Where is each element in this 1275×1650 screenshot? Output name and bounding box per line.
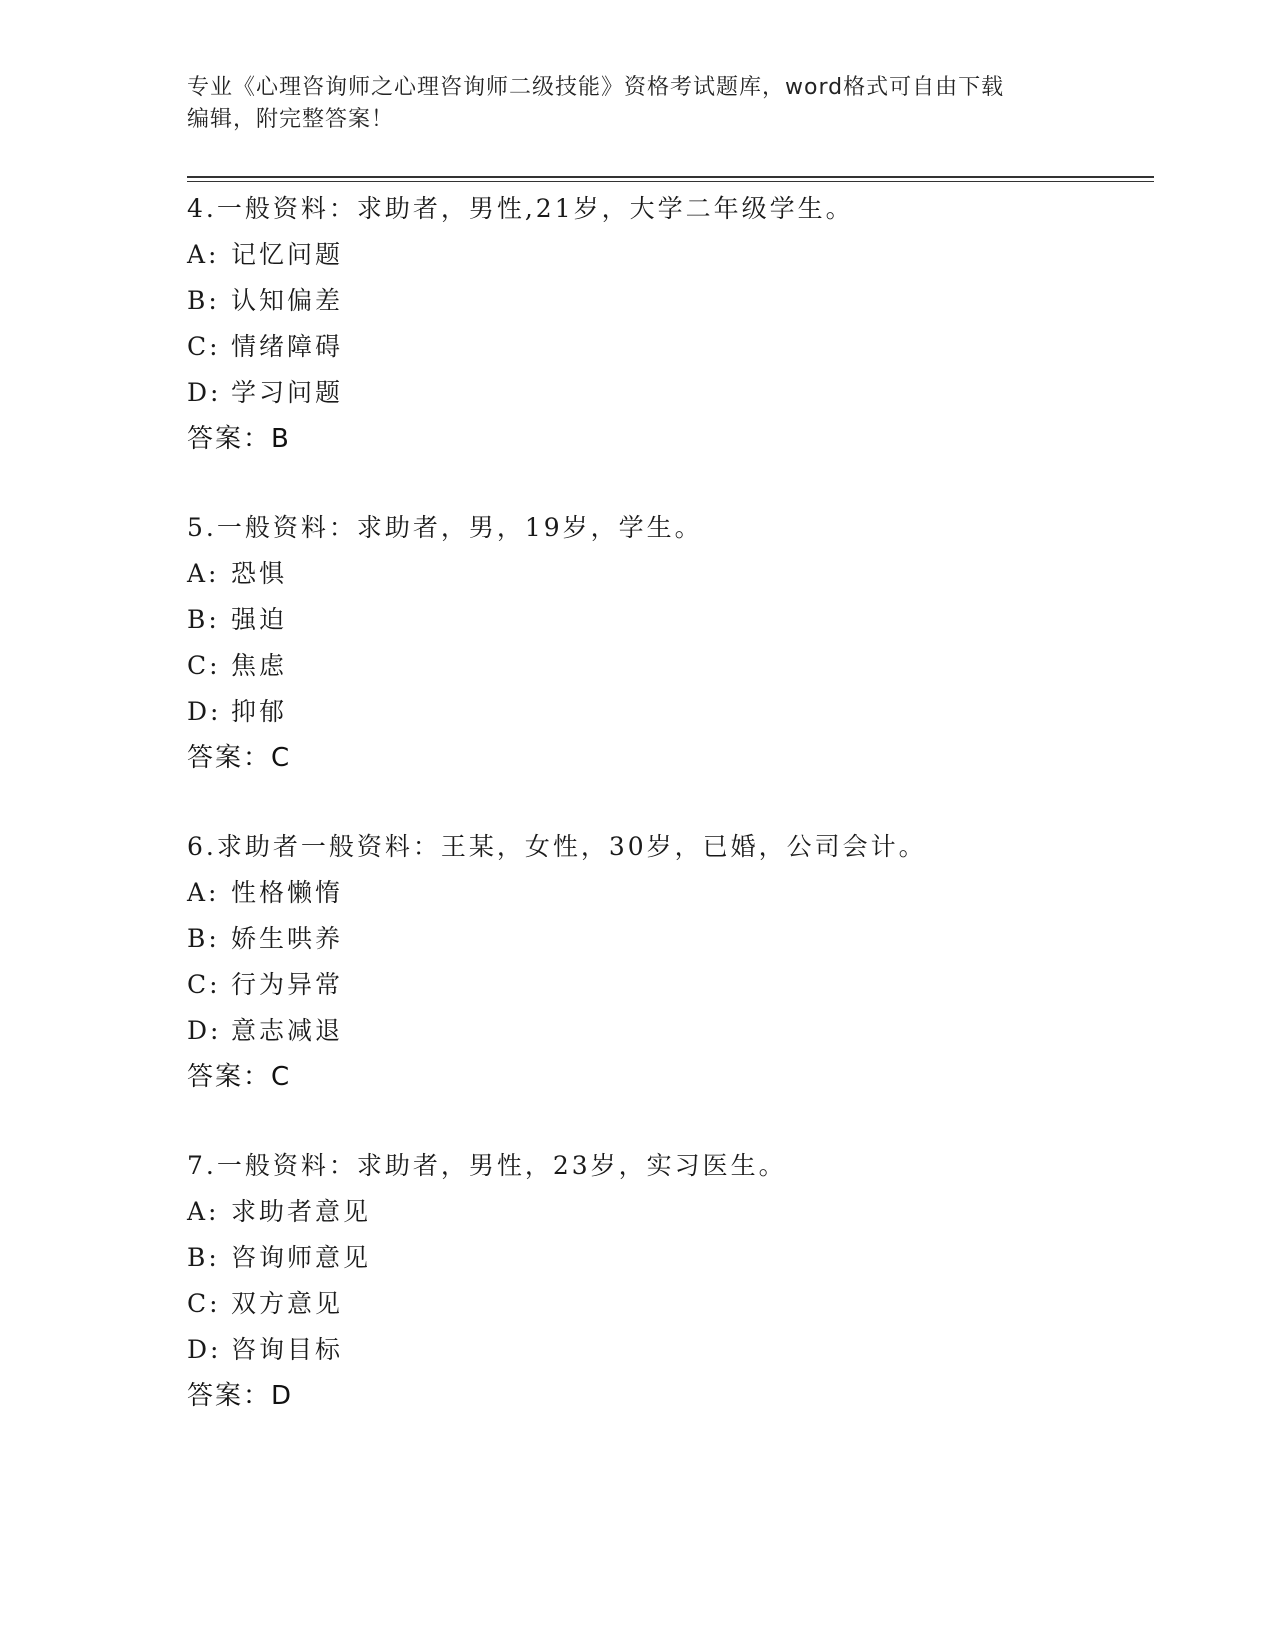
option-letter: B:	[187, 605, 220, 634]
question-stem: 4.一般资料：求助者，男性,21岁，大学二年级学生。	[187, 194, 854, 223]
option-letter: A:	[187, 878, 220, 907]
option-text: 强迫	[231, 605, 288, 634]
option-text: 焦虑	[231, 651, 288, 680]
option-a	[187, 1189, 1147, 1235]
option-b	[187, 278, 1147, 324]
header-divider-bottom	[187, 181, 1154, 182]
option-text: 性格懒惰	[231, 878, 344, 907]
option-b	[187, 597, 1147, 643]
option-letter: A:	[187, 559, 220, 588]
document-header	[187, 72, 1087, 136]
answer-line: 答案：C	[187, 1062, 292, 1092]
option-letter: D:	[187, 1016, 222, 1045]
option-a	[187, 232, 1147, 278]
question-block	[187, 1143, 1147, 1419]
option-text: 恐惧	[231, 559, 288, 588]
option-text: 认知偏差	[231, 286, 344, 315]
option-a	[187, 870, 1147, 916]
option-d	[187, 689, 1147, 735]
option-letter: C:	[187, 651, 221, 680]
answer-line: 答案：C	[187, 743, 292, 773]
option-text: 意志减退	[231, 1016, 344, 1045]
option-a	[187, 551, 1147, 597]
option-b	[187, 916, 1147, 962]
option-d	[187, 370, 1147, 416]
option-c	[187, 962, 1147, 1008]
answer-line: 答案：B	[187, 424, 291, 454]
header-line-1: 专业《心理咨询师之心理咨询师二级技能》资格考试题库，word格式可自由下载	[187, 75, 1005, 100]
option-letter: A:	[187, 240, 220, 269]
option-text: 咨询目标	[231, 1335, 344, 1364]
answer-line: 答案：D	[187, 1381, 294, 1411]
option-letter: B:	[187, 924, 220, 953]
option-c	[187, 324, 1147, 370]
question-stem: 5.一般资料：求助者，男，19岁，学生。	[187, 513, 703, 542]
option-c	[187, 1281, 1147, 1327]
option-letter: D:	[187, 697, 222, 726]
option-letter: D:	[187, 378, 222, 407]
option-text: 咨询师意见	[231, 1243, 372, 1272]
option-letter: C:	[187, 970, 221, 999]
option-text: 抑郁	[231, 697, 288, 726]
question-stem: 7.一般资料：求助者，男性，23岁，实习医生。	[187, 1151, 787, 1180]
question-stem: 6.求助者一般资料：王某，女性，30岁，已婚，公司会计。	[187, 832, 927, 861]
header-divider-top	[187, 176, 1154, 178]
header-line-2: 编辑，附完整答案！	[187, 107, 395, 132]
option-text: 求助者意见	[231, 1197, 372, 1226]
option-b	[187, 1235, 1147, 1281]
option-d	[187, 1327, 1147, 1373]
option-letter: B:	[187, 286, 220, 315]
option-text: 学习问题	[231, 378, 344, 407]
option-letter: B:	[187, 1243, 220, 1272]
option-letter: C:	[187, 332, 221, 361]
option-d	[187, 1008, 1147, 1054]
question-block	[187, 186, 1147, 462]
question-block	[187, 505, 1147, 781]
option-text: 双方意见	[231, 1289, 344, 1318]
question-block	[187, 824, 1147, 1100]
option-text: 行为异常	[231, 970, 344, 999]
option-c	[187, 643, 1147, 689]
option-text: 记忆问题	[231, 240, 344, 269]
option-letter: C:	[187, 1289, 221, 1318]
option-text: 娇生哄养	[231, 924, 344, 953]
option-letter: D:	[187, 1335, 222, 1364]
option-text: 情绪障碍	[231, 332, 344, 361]
option-letter: A:	[187, 1197, 220, 1226]
